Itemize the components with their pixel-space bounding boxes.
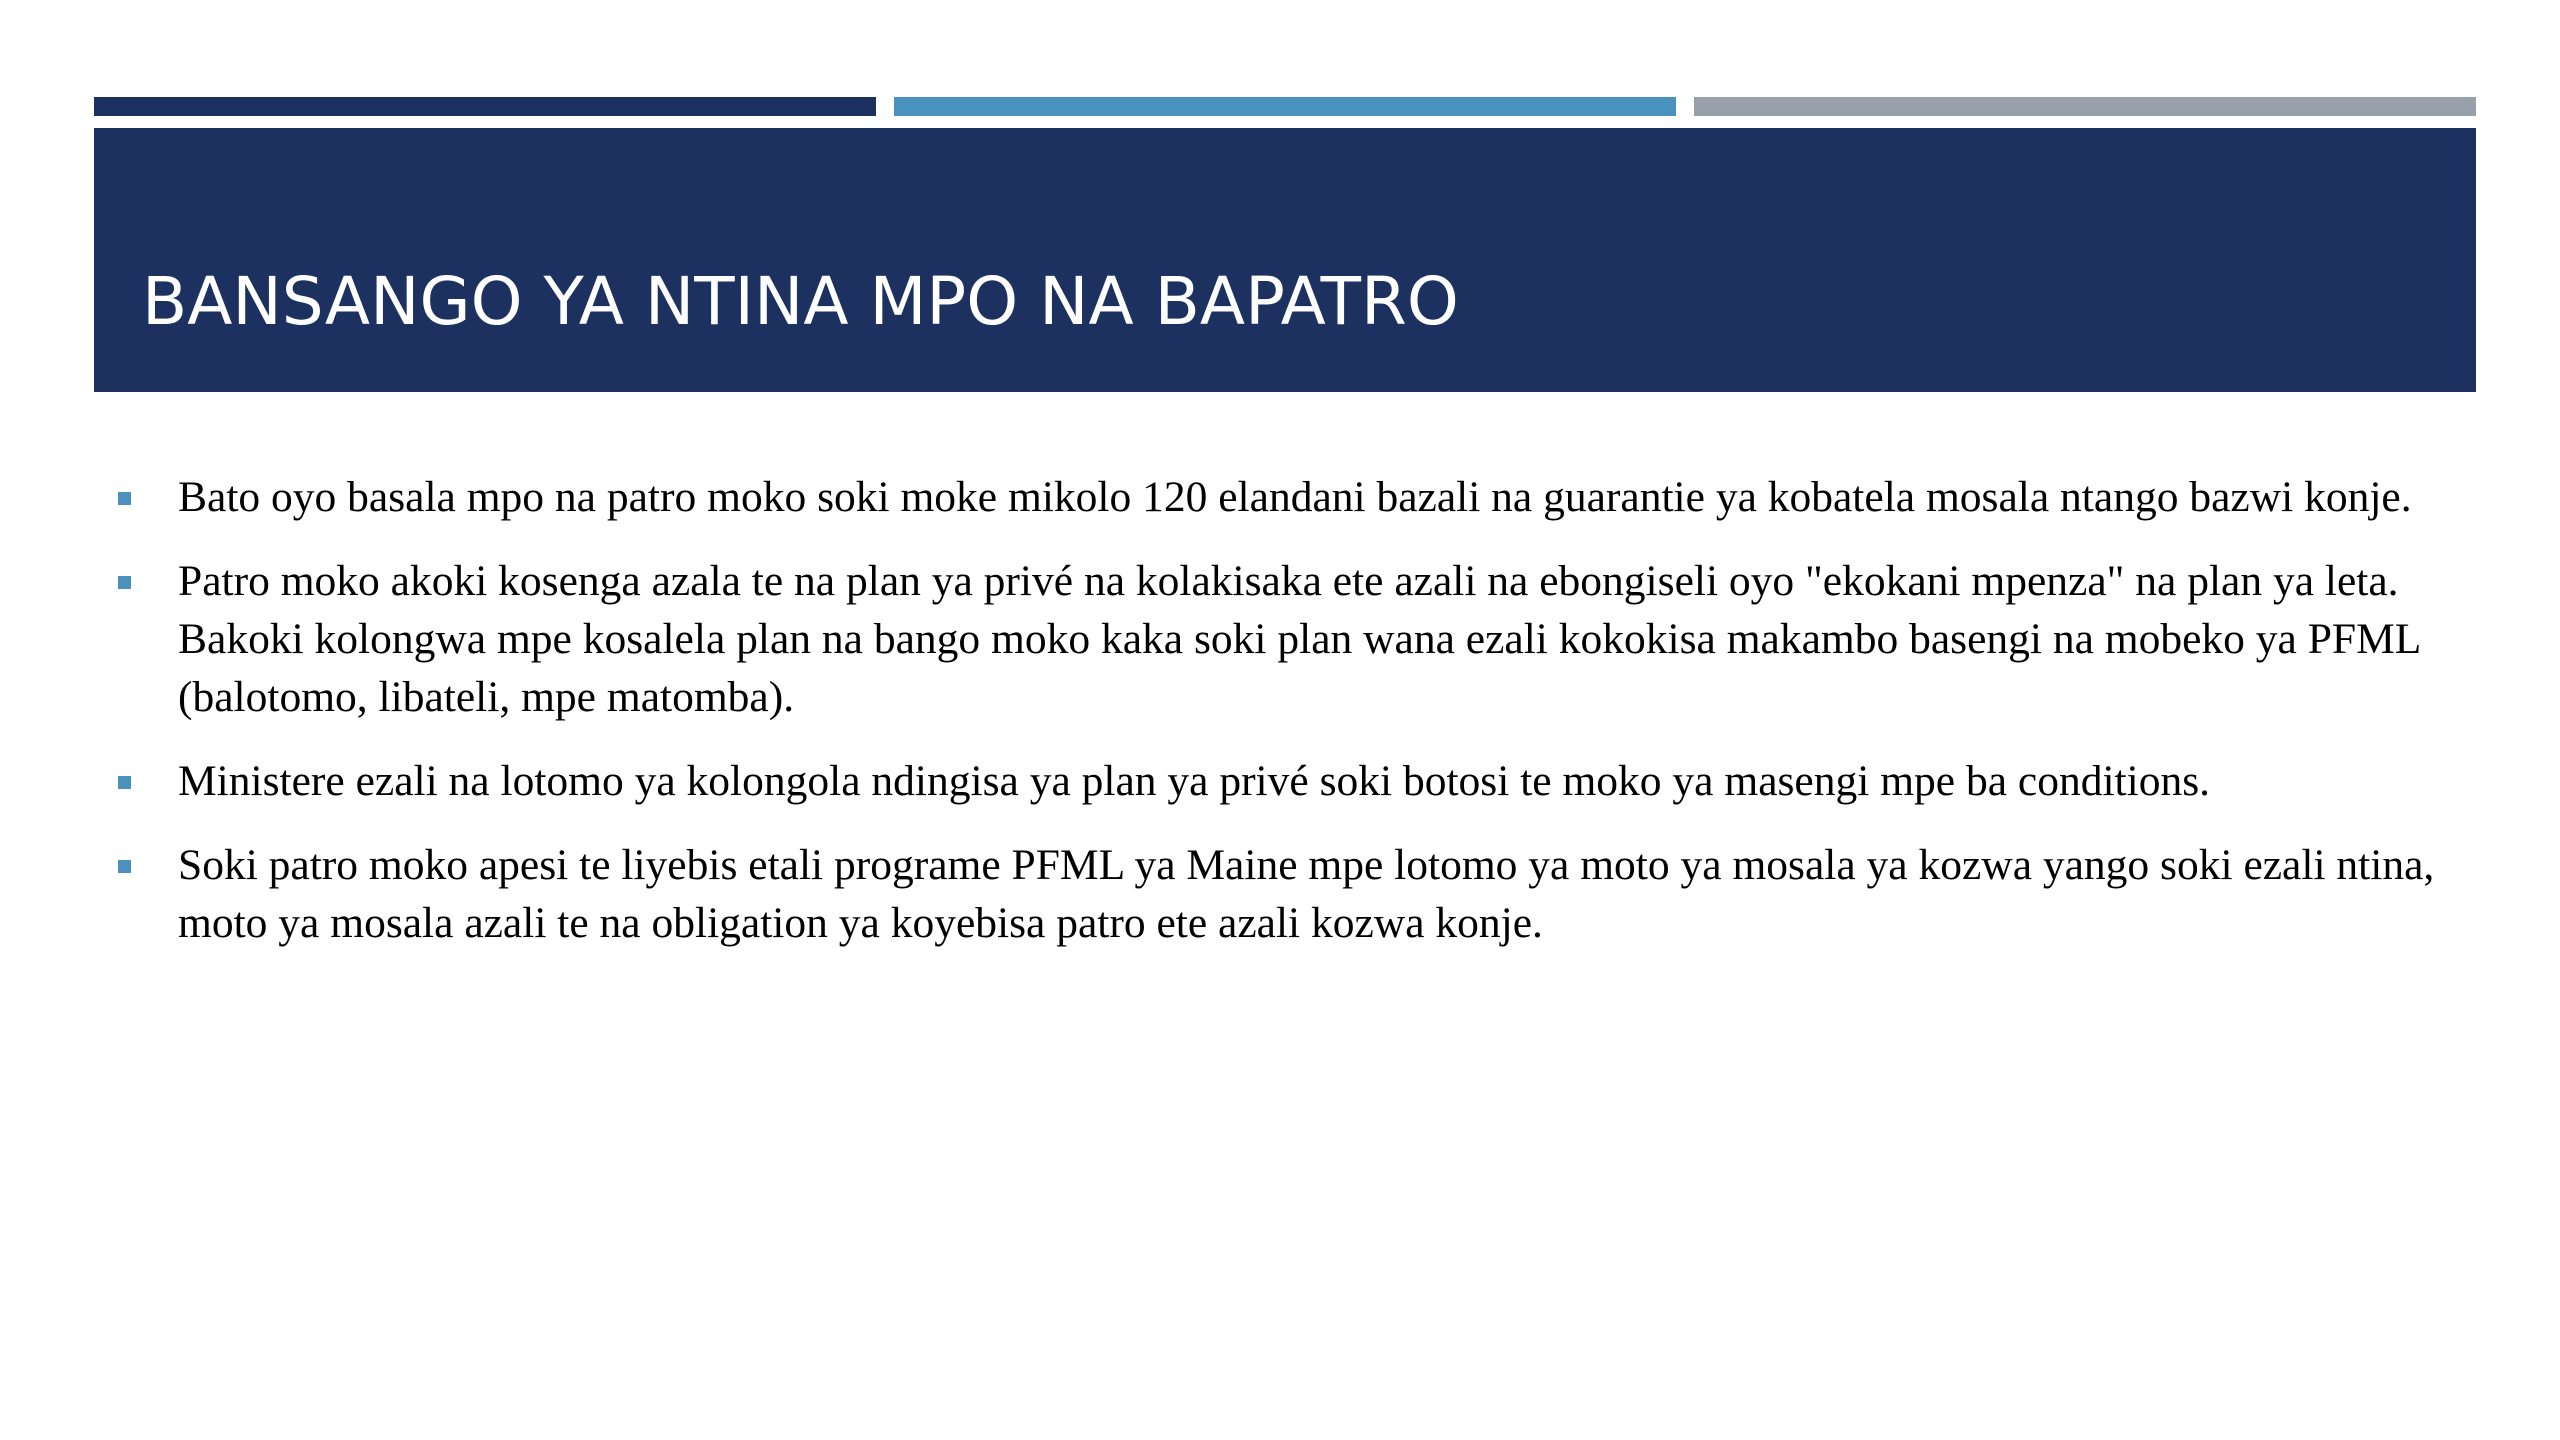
bullet-item xyxy=(110,752,2470,810)
slide-title: BANSANGO YA NTINA MPO NA BAPATRO xyxy=(142,263,1459,340)
square-bullet-icon xyxy=(118,492,131,505)
bullet-list xyxy=(110,468,2470,978)
square-bullet-icon xyxy=(118,576,131,589)
square-bullet-icon xyxy=(118,860,131,873)
bullet-item xyxy=(110,468,2470,526)
bullet-item xyxy=(110,552,2470,726)
bullet-item xyxy=(110,836,2470,952)
bullet-text: Soki patro moko apesi te liyebis etali programe PFML ya Maine mpe lotomo ya moto ya mosala ya kozwa yango soki ezali ntina, moto ya mosala azali te na obligation ya koyebisa patro ete azali kozwa konje. xyxy=(178,841,2435,947)
bullet-text: Bato oyo basala mpo na patro moko soki moke mikolo 120 elandani bazali na guarantie ya kobatela mosala ntango bazwi konje. xyxy=(178,473,2412,521)
title-band xyxy=(94,128,2476,392)
accent-bar-gray xyxy=(1694,97,2476,116)
accent-bar-dark xyxy=(94,97,876,116)
accent-bar-blue xyxy=(894,97,1676,116)
square-bullet-icon xyxy=(118,776,131,789)
bullet-text: Patro moko akoki kosenga azala te na plan ya privé na kolakisaka ete azali na ebongiseli oyo "ekokani mpenza" na plan ya leta. Bakoki kolongwa mpe kosalela plan na bango moko kaka soki plan wana ezali kokokisa makambo basengi na mobeko ya PFML (balotomo, libateli, mpe matomba). xyxy=(178,557,2420,721)
bullet-text: Ministere ezali na lotomo ya kolongola ndingisa ya plan ya privé soki botosi te moko ya masengi mpe ba conditions. xyxy=(178,757,2211,805)
